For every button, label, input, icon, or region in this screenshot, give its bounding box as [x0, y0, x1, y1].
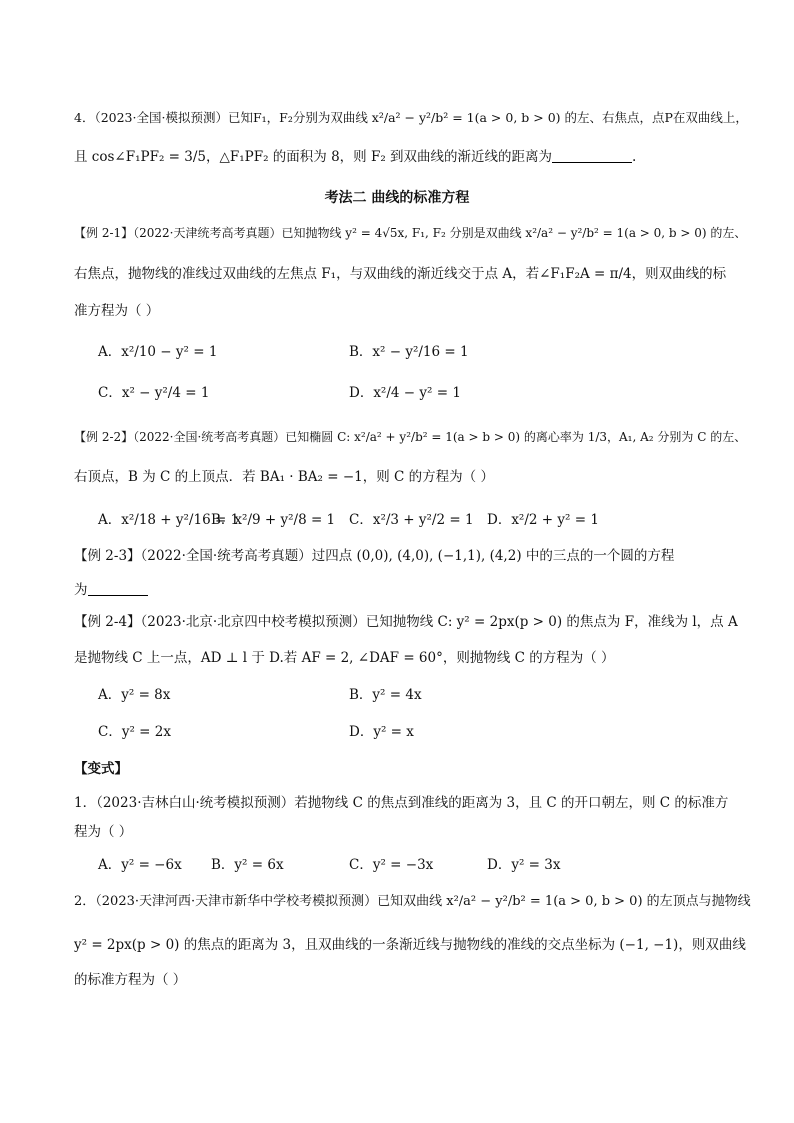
v1-option-a[interactable]: A．y² = −6x — [98, 857, 182, 873]
v2-line-1: 2．（2023·天津河西·天津市新华中学校考模拟预测）已知双曲线 x²/a² − y²/b² = 1(a > 0, b > 0) 的左顶点与抛物线 — [74, 894, 751, 909]
ex21-option-b[interactable]: B．x² − y²/16 = 1 — [349, 344, 469, 360]
ex24-line-2: 是抛物线 C 上一点，AD ⊥ l 于 D.若 AF = 2, ∠DAF = 60°，则抛物线 C 的方程为（ ） — [74, 650, 615, 666]
ex21-option-c[interactable]: C．x² − y²/4 = 1 — [98, 385, 210, 401]
v1-line-2: 程为（ ） — [74, 824, 133, 840]
v2-line-2: y² = 2px(p > 0) 的焦点的距离为 3，且双曲线的一条渐近线与抛物线的准线的交点坐标为 (−1, −1)，则双曲线 — [74, 937, 746, 953]
ex21-option-d[interactable]: D．x²/4 − y² = 1 — [349, 385, 461, 401]
v1-option-b[interactable]: B．y² = 6x — [211, 857, 284, 873]
v1-line-1: 1．（2023·吉林白山·统考模拟预测）若抛物线 C 的焦点到准线的距离为 3，且 C 的开口朝左，则 C 的标准方 — [74, 795, 729, 811]
variant-heading: 【变式】 — [74, 761, 128, 777]
ex21-line-2: 右焦点，抛物线的准线过双曲线的左焦点 F₁，与双曲线的渐近线交于点 A，若∠F₁F₂A = π/4，则双曲线的标 — [74, 266, 727, 282]
ex23-line-1: 【例 2-3】（2022·全国·统考高考真题）过四点 (0,0), (4,0), (−1,1), (4,2) 中的三点的一个圆的方程 — [74, 548, 675, 564]
v1-option-c[interactable]: C．y² = −3x — [349, 857, 434, 873]
ex21-option-a[interactable]: A．x²/10 − y² = 1 — [98, 344, 218, 360]
q4-answer-blank[interactable] — [552, 148, 632, 163]
v1-option-d[interactable]: D．y² = 3x — [487, 857, 561, 873]
ex22-option-d[interactable]: D．x²/2 + y² = 1 — [487, 512, 599, 528]
ex23-answer-blank[interactable] — [88, 581, 148, 596]
ex21-line-3: 准方程为（ ） — [74, 303, 160, 319]
ex22-option-c[interactable]: C．x²/3 + y²/2 = 1 — [349, 512, 474, 528]
ex23-line-2-text: 为 — [74, 582, 88, 598]
q4-line-2-text: 且 cos∠F₁PF₂ = 3/5，△F₁PF₂ 的面积为 8，则 F₂ 到双曲线的渐近线的距离为 — [74, 149, 553, 165]
ex22-line-2: 右顶点，B 为 C 的上顶点．若 BA₁ · BA₂ = −1，则 C 的方程为（ ） — [74, 469, 494, 485]
ex22-option-a[interactable]: A．x²/18 + y²/16 = 1 — [98, 512, 240, 528]
ex24-option-c[interactable]: C．y² = 2x — [98, 724, 171, 740]
q4-line-1: 4．（2023·全国·模拟预测）已知F₁，F₂分别为双曲线 x²/a² − y²/b² = 1(a > 0, b > 0) 的左、右焦点，点P在双曲线上， — [74, 110, 748, 125]
ex24-line-1: 【例 2-4】（2023·北京·北京四中校考模拟预测）已知抛物线 C: y² = 2px(p > 0) 的焦点为 F，准线为 l，点 A — [74, 614, 738, 630]
ex23-line-2 — [74, 580, 754, 600]
ex22-option-b[interactable]: B．x²/9 + y²/8 = 1 — [211, 512, 336, 528]
ex24-option-b[interactable]: B．y² = 4x — [349, 687, 422, 703]
section-title: 考法二 曲线的标准方程 — [324, 190, 470, 206]
ex21-line-1: 【例 2-1】（2022·天津统考高考真题）已知抛物线 y² = 4√5x, F₁, F₂ 分别是双曲线 x²/a² − y²/b² = 1(a > 0, b > 0) 的左、 — [74, 226, 747, 240]
ex24-option-a[interactable]: A．y² = 8x — [98, 687, 171, 703]
ex24-option-d[interactable]: D．y² = x — [349, 724, 414, 740]
ex22-line-1: 【例 2-2】（2022·全国·统考高考真题）已知椭圆 C: x²/a² + y²/b² = 1(a > b > 0) 的离心率为 1/3，A₁, A₂ 分别为 C 的左、 — [74, 430, 747, 444]
q4-line-2: 且 cos∠F₁PF₂ = 3/5，△F₁PF₂ 的面积为 8，则 F₂ 到双曲线的渐近线的距离为 . — [74, 149, 637, 165]
v2-line-3: 的标准方程为（ ） — [74, 972, 187, 988]
